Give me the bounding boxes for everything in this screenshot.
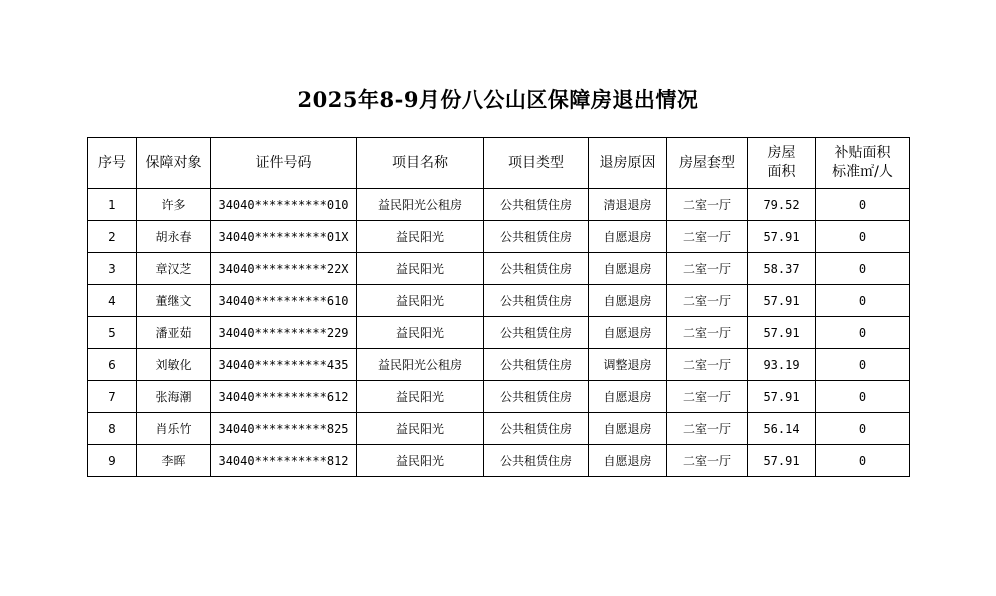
cell-reason: 自愿退房 [589, 253, 667, 285]
cell-seq: 2 [88, 221, 137, 253]
cell-area: 57.91 [748, 317, 816, 349]
cell-person: 潘亚茹 [137, 317, 211, 349]
cell-seq: 5 [88, 317, 137, 349]
cell-type: 公共租赁住房 [484, 381, 589, 413]
housing-exit-table [87, 137, 910, 477]
table-row [88, 189, 910, 221]
table-row [88, 317, 910, 349]
cell-person: 张海潮 [137, 381, 211, 413]
header-reason: 退房原因 [589, 138, 667, 189]
cell-area: 58.37 [748, 253, 816, 285]
cell-subsidy: 0 [816, 221, 910, 253]
cell-subsidy: 0 [816, 285, 910, 317]
cell-seq: 7 [88, 381, 137, 413]
cell-reason: 自愿退房 [589, 381, 667, 413]
cell-area: 57.91 [748, 381, 816, 413]
cell-project: 益民阳光 [357, 285, 484, 317]
header-area [748, 138, 816, 189]
cell-reason: 自愿退房 [589, 413, 667, 445]
cell-subsidy: 0 [816, 253, 910, 285]
cell-area: 57.91 [748, 445, 816, 477]
cell-subsidy: 0 [816, 413, 910, 445]
cell-area: 57.91 [748, 221, 816, 253]
cell-layout: 二室一厅 [667, 445, 748, 477]
cell-id-number: 34040**********435 [211, 349, 357, 381]
cell-person: 肖乐竹 [137, 413, 211, 445]
cell-subsidy: 0 [816, 317, 910, 349]
cell-type: 公共租赁住房 [484, 285, 589, 317]
cell-type: 公共租赁住房 [484, 317, 589, 349]
cell-type: 公共租赁住房 [484, 189, 589, 221]
cell-id-number: 34040**********22X [211, 253, 357, 285]
cell-subsidy: 0 [816, 189, 910, 221]
cell-person: 胡永春 [137, 221, 211, 253]
cell-reason: 调整退房 [589, 349, 667, 381]
cell-person: 董继文 [137, 285, 211, 317]
cell-seq: 4 [88, 285, 137, 317]
cell-subsidy: 0 [816, 381, 910, 413]
cell-reason: 自愿退房 [589, 317, 667, 349]
cell-project: 益民阳光公租房 [357, 349, 484, 381]
cell-layout: 二室一厅 [667, 253, 748, 285]
cell-area: 56.14 [748, 413, 816, 445]
cell-type: 公共租赁住房 [484, 413, 589, 445]
cell-id-number: 34040**********610 [211, 285, 357, 317]
cell-type: 公共租赁住房 [484, 349, 589, 381]
cell-seq: 8 [88, 413, 137, 445]
header-person: 保障对象 [137, 138, 211, 189]
header-layout: 房屋套型 [667, 138, 748, 189]
cell-type: 公共租赁住房 [484, 221, 589, 253]
cell-project: 益民阳光 [357, 317, 484, 349]
cell-reason: 自愿退房 [589, 221, 667, 253]
cell-layout: 二室一厅 [667, 317, 748, 349]
cell-area: 57.91 [748, 285, 816, 317]
table-row [88, 221, 910, 253]
header-id: 证件号码 [211, 138, 357, 189]
table-header-row [88, 138, 910, 189]
table-row [88, 413, 910, 445]
cell-project: 益民阳光公租房 [357, 189, 484, 221]
cell-id-number: 34040**********229 [211, 317, 357, 349]
header-subsidy-line2: 标准㎡/人 [832, 164, 893, 180]
cell-area: 79.52 [748, 189, 816, 221]
cell-layout: 二室一厅 [667, 413, 748, 445]
cell-project: 益民阳光 [357, 413, 484, 445]
table-row [88, 381, 910, 413]
cell-person: 刘敏化 [137, 349, 211, 381]
cell-id-number: 34040**********812 [211, 445, 357, 477]
table-row [88, 285, 910, 317]
cell-seq: 6 [88, 349, 137, 381]
cell-type: 公共租赁住房 [484, 253, 589, 285]
cell-subsidy: 0 [816, 445, 910, 477]
header-area-line2: 面积 [767, 164, 796, 180]
cell-layout: 二室一厅 [667, 381, 748, 413]
cell-seq: 3 [88, 253, 137, 285]
cell-person: 李晖 [137, 445, 211, 477]
table-body [88, 189, 910, 477]
table-row [88, 349, 910, 381]
header-subsidy-line1: 补贴面积 [834, 145, 891, 161]
cell-layout: 二室一厅 [667, 189, 748, 221]
cell-layout: 二室一厅 [667, 285, 748, 317]
cell-type: 公共租赁住房 [484, 445, 589, 477]
cell-layout: 二室一厅 [667, 349, 748, 381]
header-type: 项目类型 [484, 138, 589, 189]
cell-project: 益民阳光 [357, 221, 484, 253]
cell-reason: 清退退房 [589, 189, 667, 221]
cell-reason: 自愿退房 [589, 285, 667, 317]
cell-person: 许多 [137, 189, 211, 221]
cell-subsidy: 0 [816, 349, 910, 381]
page-title: 2025年8-9月份八公山区保障房退出情况 [297, 87, 699, 112]
cell-person: 章汉芝 [137, 253, 211, 285]
cell-reason: 自愿退房 [589, 445, 667, 477]
header-project: 项目名称 [357, 138, 484, 189]
header-seq: 序号 [88, 138, 137, 189]
cell-id-number: 34040**********825 [211, 413, 357, 445]
cell-layout: 二室一厅 [667, 221, 748, 253]
cell-id-number: 34040**********612 [211, 381, 357, 413]
cell-seq: 1 [88, 189, 137, 221]
cell-id-number: 34040**********010 [211, 189, 357, 221]
cell-area: 93.19 [748, 349, 816, 381]
cell-project: 益民阳光 [357, 253, 484, 285]
cell-project: 益民阳光 [357, 445, 484, 477]
header-area-line1: 房屋 [767, 145, 796, 161]
header-subsidy [816, 138, 910, 189]
table-row [88, 445, 910, 477]
cell-seq: 9 [88, 445, 137, 477]
table-row [88, 253, 910, 285]
cell-id-number: 34040**********01X [211, 221, 357, 253]
cell-project: 益民阳光 [357, 381, 484, 413]
